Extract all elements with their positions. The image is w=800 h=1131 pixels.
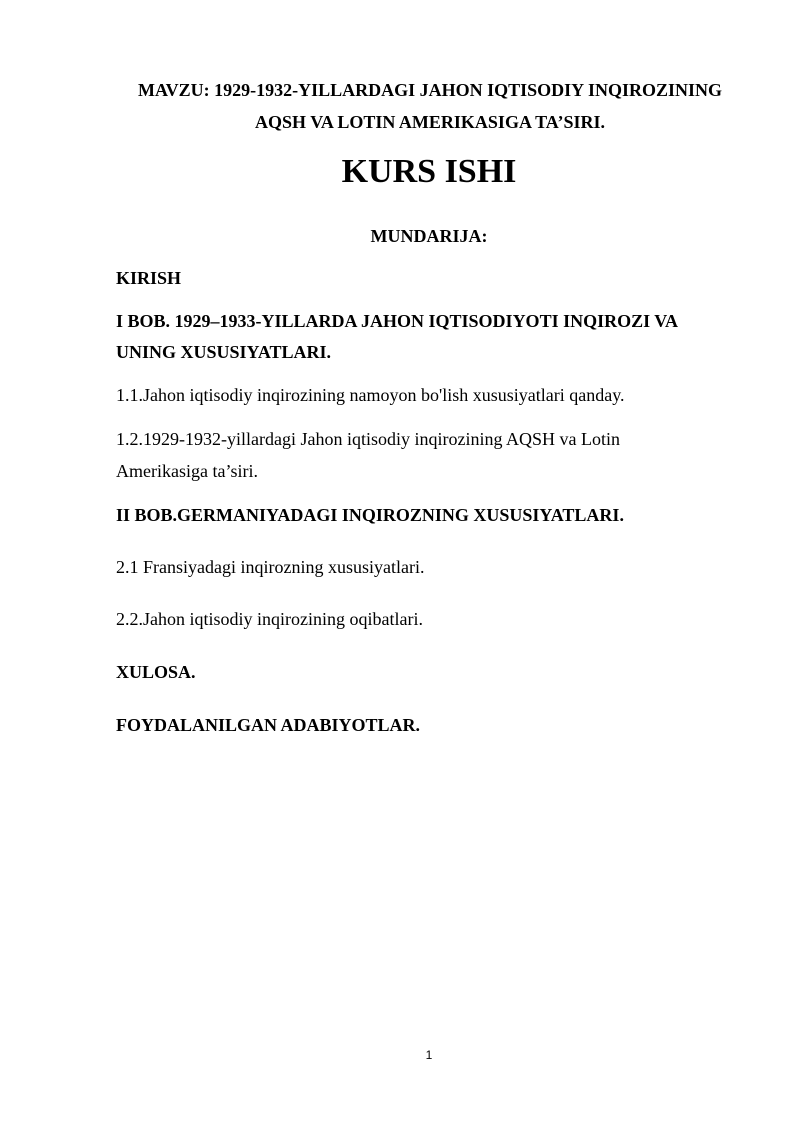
document-type-heading: KURS ISHI [341, 153, 517, 190]
toc-references: FOYDALANILGAN ADABIYOTLAR. [116, 715, 421, 735]
toc-section-1-2-line-2: Amerikasiga ta’siri. [116, 461, 258, 481]
topic-line-1: MAVZU: 1929-1932-YILLARDAGI JAHON IQTISODIY INQIROZINING [137, 80, 723, 100]
toc-introduction: KIRISH [116, 268, 182, 288]
toc-section-2-2: 2.2.Jahon iqtisodiy inqirozining oqibatlari. [116, 609, 423, 629]
document-topic [100, 74, 760, 138]
toc-chapter-1-line-2: UNING XUSUSIYATLARI. [116, 342, 332, 362]
toc-section-1-2-line-1: 1.2.1929-1932-yillardagi Jahon iqtisodiy inqirozining AQSH va Lotin [116, 429, 620, 449]
toc-chapter-1-line-1: I BOB. 1929–1933-YILLARDA JAHON IQTISODIYOTI INQIROZI VA [116, 311, 678, 331]
toc-chapter-2: II BOB.GERMANIYADAGI INQIROZNING XUSUSIYATLARI. [116, 505, 624, 525]
toc-conclusion: XULOSA. [116, 662, 196, 682]
toc-section-2-1: 2.1 Fransiyadagi inqirozning xususiyatlari. [116, 557, 425, 577]
topic-line-2: AQSH VA LOTIN AMERIKASIGA TA’SIRI. [255, 112, 605, 132]
page-number: 1 [425, 1048, 433, 1062]
table-of-contents-title: MUNDARIJA: [370, 226, 488, 246]
toc-section-1-1: 1.1.Jahon iqtisodiy inqirozining namoyon bo'lish xususiyatlari qanday. [116, 385, 625, 405]
